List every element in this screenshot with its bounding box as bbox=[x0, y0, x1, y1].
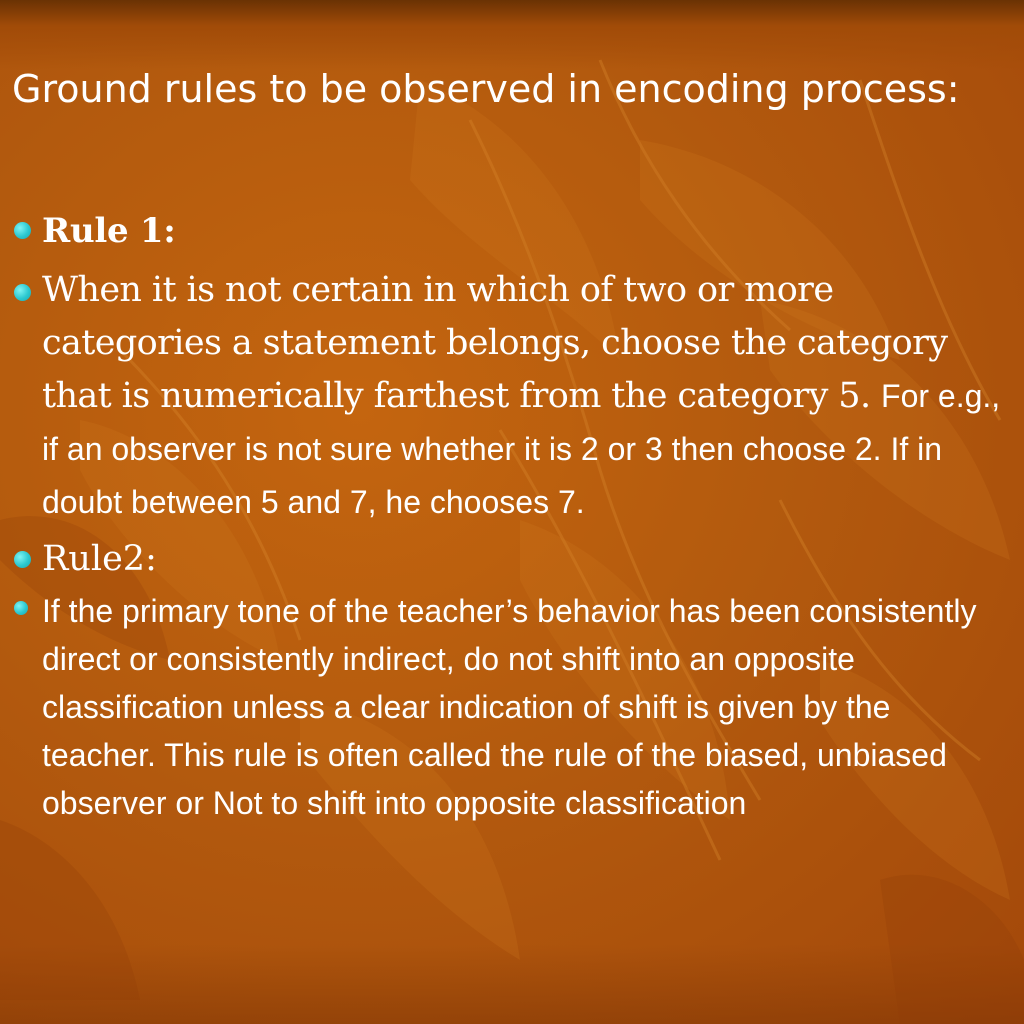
bullet-dot-icon bbox=[14, 222, 31, 239]
bullet-text: Rule 1: bbox=[42, 211, 176, 251]
slide-title: Ground rules to be observed in encoding process: bbox=[12, 67, 960, 111]
bullet-text: Rule2: bbox=[42, 539, 157, 579]
bullet-dot-icon bbox=[14, 601, 28, 615]
bullet-text-serif: When it is not certain in which of two or more categories a statement belongs, choose the category that is numerically farthest from the category 5. bbox=[42, 270, 948, 416]
bullet-item-rule-2 bbox=[14, 533, 1004, 585]
bullet-list bbox=[14, 204, 1004, 827]
bullet-item-rule-1-description bbox=[14, 264, 1004, 529]
bullet-dot-icon bbox=[14, 551, 31, 568]
bullet-item-rule-1 bbox=[14, 204, 1004, 258]
bullet-text: If the primary tone of the teacher’s behavior has been consistently direct or consistently indirect, do not shift into an opposite classification unless a clear indication of shift is given by the teacher. This rule is often called the rule of the biased, unbiased observer or Not to shift into opposite classification bbox=[42, 593, 977, 821]
bullet-item-rule-2-description bbox=[14, 587, 1004, 827]
bullet-dot-icon bbox=[14, 284, 31, 301]
bullet-text-example: For e.g., if an observer is not sure whether it is 2 or 3 then choose 2. If in doubt between 5 and 7, he chooses 7. bbox=[42, 378, 1001, 520]
